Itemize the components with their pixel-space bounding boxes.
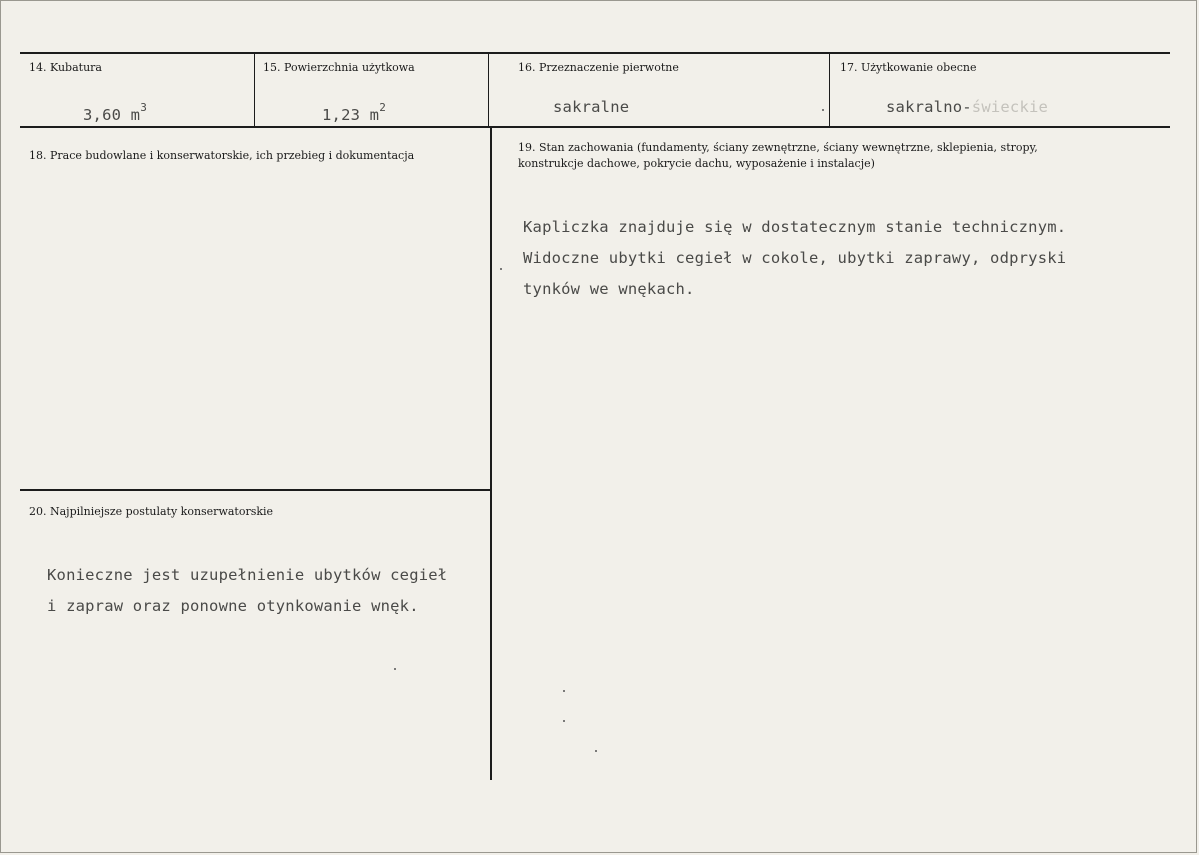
erased-text: świeckie: [971, 98, 1049, 116]
kubatura-label: 14. Kubatura: [29, 61, 102, 74]
paper-speck: [563, 690, 565, 692]
powierzchnia-label: 15. Powierzchnia użytkowa: [263, 61, 415, 74]
prace-label: 18. Prace budowlane i konserwatorskie, ich przebieg i dokumentacja: [29, 149, 415, 162]
przeznaczenie-label: 16. Przeznaczenie pierwotne: [518, 61, 679, 74]
paper-speck: [822, 109, 824, 111]
main-column-divider: [490, 127, 492, 780]
postulaty-line-1: Konieczne jest uzupełnienie ubytków cegieł: [47, 566, 448, 584]
postulaty-label: 20. Najpilniejsze postulaty konserwatorskie: [29, 505, 274, 518]
divider-16-17: [829, 53, 830, 127]
stan-label-line2: konstrukcje dachowe, pokrycie dachu, wyposażenie i instalacje): [518, 157, 875, 170]
uzytkowanie-label: 17. Użytkowanie obecne: [840, 61, 977, 74]
section-18-bottom-rule: [20, 489, 490, 491]
uzytkowanie-value: sakralno-świeckie: [886, 98, 1049, 116]
powierzchnia-value: 1,23 $m^2$: [322, 101, 387, 124]
stan-line-1: Kapliczka znajduje się w dostatecznym stanie technicznym.: [523, 218, 1067, 236]
top-rule: [20, 52, 1170, 54]
stan-line-2: Widoczne ubytki cegieł w cokole, ubytki zaprawy, odpryski: [523, 249, 1067, 267]
divider-15-16: [488, 53, 489, 127]
stan-line-3: tynków we wnękach.: [523, 280, 695, 298]
paper-speck: [595, 750, 597, 752]
kubatura-value: 3,60 $m^3$: [83, 101, 148, 124]
paper-speck: [563, 720, 565, 722]
paper-speck: [500, 268, 502, 270]
stan-label-line1: 19. Stan zachowania (fundamenty, ściany zewnętrzne, ściany wewnętrzne, sklepienia, stropy,: [518, 141, 1038, 154]
divider-14-15: [254, 53, 255, 127]
postulaty-line-2: i zapraw oraz ponowne otynkowanie wnęk.: [47, 597, 419, 615]
przeznaczenie-value: sakralne: [553, 98, 630, 116]
paper-speck: [394, 668, 396, 670]
header-bottom-rule: [20, 126, 1170, 128]
